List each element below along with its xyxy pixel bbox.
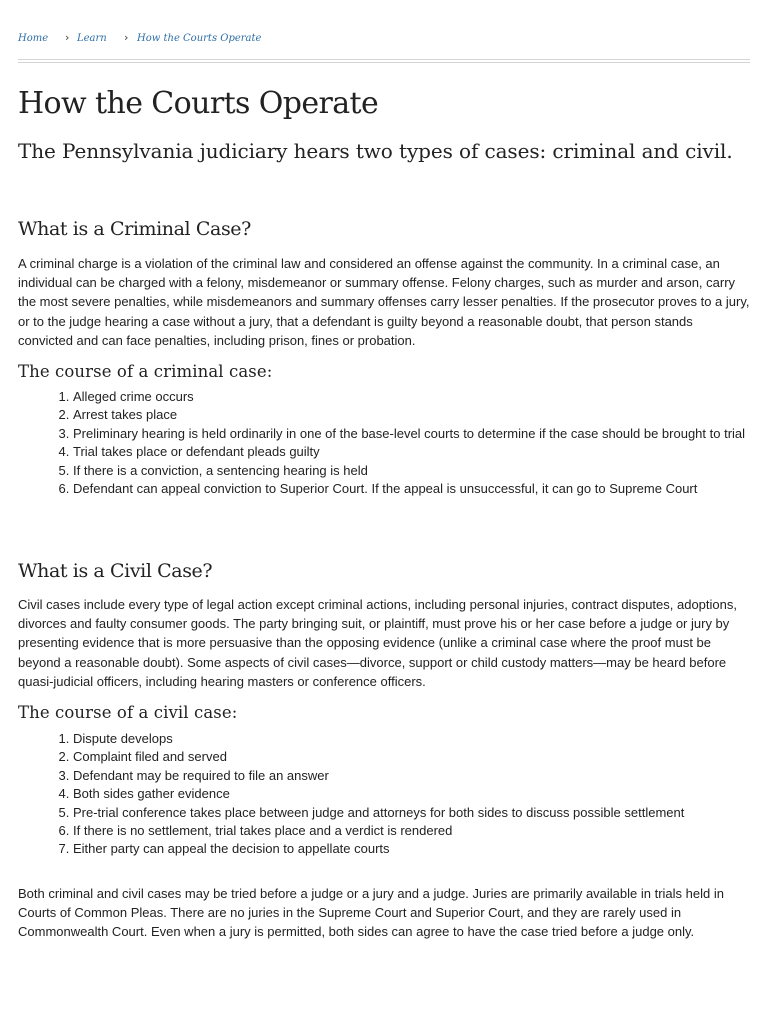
list-item: 3. Preliminary hearing is held ordinarily in one of the base-level courts to determine if the case should be brought to trial <box>73 425 750 443</box>
civil-case-heading: What is a Civil Case? <box>18 560 213 582</box>
chevron-right-icon: › <box>65 31 70 44</box>
criminal-steps-list <box>18 388 750 498</box>
breadcrumb-home-link[interactable]: Home <box>18 33 49 44</box>
criminal-case-heading: What is a Criminal Case? <box>18 218 251 240</box>
list-item: 5. If there is a conviction, a sentencing hearing is held <box>73 462 750 480</box>
list-item: 1. Dispute develops <box>73 730 750 748</box>
divider <box>18 62 750 63</box>
page-title: How the Courts Operate <box>18 86 379 121</box>
civil-course-heading: The course of a civil case: <box>18 703 238 722</box>
chevron-right-icon: › <box>124 31 129 44</box>
criminal-course-heading: The course of a criminal case: <box>18 362 273 381</box>
list-item: 6. If there is no settlement, trial takes place and a verdict is rendered <box>73 822 750 840</box>
breadcrumb-current-link[interactable]: How the Courts Operate <box>137 33 262 44</box>
list-item: 4. Both sides gather evidence <box>73 785 750 803</box>
breadcrumb-learn-link[interactable]: Learn <box>77 33 107 44</box>
list-item: 5. Pre-trial conference takes place between judge and attorneys for both sides to discuss possible settlement <box>73 804 750 822</box>
page-lead: The Pennsylvania judiciary hears two types of cases: criminal and civil. <box>18 139 733 163</box>
civil-steps-list <box>18 730 750 859</box>
list-item: 7. Either party can appeal the decision to appellate courts <box>73 840 750 858</box>
civil-case-text: Civil cases include every type of legal action except criminal actions, including personal injuries, contract disputes, adoptions, divorces and faulty consumer goods. The party bringing suit, or plaintiff, must prove his or her case before a judge or jury by presenting evidence that is more persuasive than the opposing evidence (unlike a criminal case where the proof must be beyond a reasonable doubt). Some aspects of civil cases—divorce, support or child custody matters—may be heard before quasi-judicial officers, including hearing masters or conference officers. <box>18 597 737 689</box>
divider <box>18 59 750 60</box>
list-item: 2. Arrest takes place <box>73 406 750 424</box>
list-item: 4. Trial takes place or defendant pleads guilty <box>73 443 750 461</box>
closing-text: Both criminal and civil cases may be tried before a judge or a jury and a judge. Juries are primarily available in trials held in Courts of Common Pleas. There are no juries in the Supreme Court and Superior Court, and they are rarely used in Commonwealth Court. Even when a jury is permitted, both sides can agree to have the case tried before a judge only. <box>18 886 724 940</box>
list-item: 6. Defendant can appeal conviction to Superior Court. If the appeal is unsuccessful, it can go to Supreme Court <box>73 480 750 498</box>
list-item: 2. Complaint filed and served <box>73 748 750 766</box>
list-item: 1. Alleged crime occurs <box>73 388 750 406</box>
list-item: 3. Defendant may be required to file an answer <box>73 767 750 785</box>
criminal-case-text: A criminal charge is a violation of the criminal law and considered an offense against the community. In a criminal case, an individual can be charged with a felony, misdemeanor or summary offense. Felony charges, such as murder and arson, carry the most severe penalties, while misdemeanors and summary offenses carry lesser penalties. If the prosecutor proves to a jury, or to the judge hearing a case without a jury, that a defendant is guilty beyond a reasonable doubt, that person stands convicted and can face penalties, including prison, fines or probation. <box>18 256 750 348</box>
